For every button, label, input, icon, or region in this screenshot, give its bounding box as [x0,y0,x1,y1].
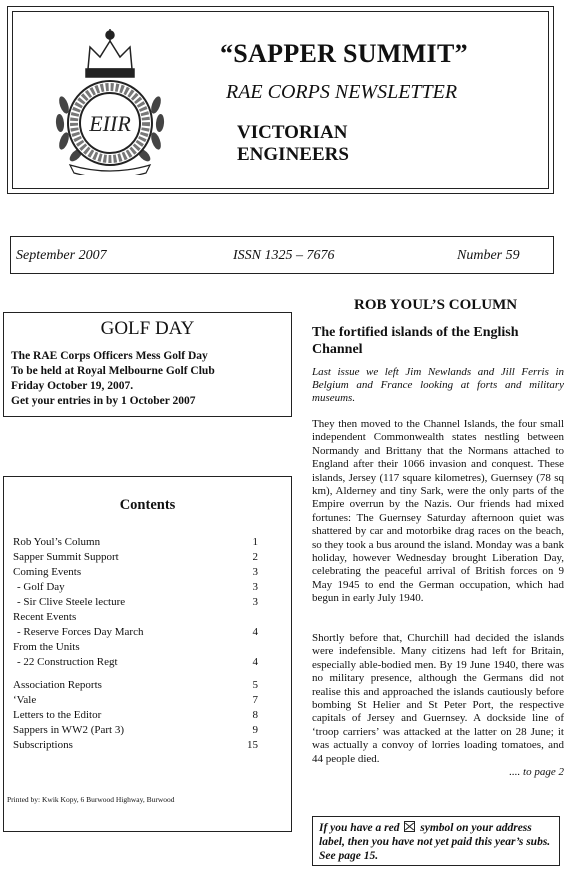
publisher-line-2: ENGINEERS [237,144,349,165]
table-of-contents [13,535,258,753]
column-heading: ROB YOUL’S COLUMN [354,297,518,313]
toc-page: 7 [252,694,258,706]
toc-page: 3 [252,566,258,578]
golf-day-heading: GOLF DAY [100,318,195,339]
publisher-line-1: VICTORIAN [237,122,348,143]
royal-engineers-crest-icon [50,25,170,175]
toc-page: 4 [252,626,258,638]
golf-line: Get your entries in by 1 October 2007 [11,395,196,407]
toc-item [13,693,258,708]
svg-text:EIIR: EIIR [89,111,131,136]
crossed-box-icon [404,821,415,832]
toc-item [13,640,258,655]
toc-label: - Reserve Forces Day March [17,626,144,638]
issue-number: Number 59 [457,248,520,263]
golf-line: The RAE Corps Officers Mess Golf Day [11,350,208,362]
issue-bar [10,236,554,274]
toc-label: ‘Vale [13,694,37,706]
toc-page: 2 [252,551,258,563]
toc-page: 9 [252,724,258,736]
article-paragraph-1: They then moved to the Channel Islands, the four small independent Commonwealth states nestling between Normandy and Brittany that the Normans attached to England after their 1066 invasion and conquest. These islands, Jersey (117 square kilometres), Guernsey (78 sq km), Alderney and tiny Sark, were the only parts of the Empire overrun by the Nazis. Our friends had mixed fortunes: The Guernsey Saturday afternoon quiet was shattered by car and motorbike drag races on the beach, so they took a bus around the island. Monday was a bank holiday, however Wednesday brought Liberation Day, celebrating the peaceful arrival of British forces on 9 May 1945 to end the German occupation, which had begun in early July 1940. [312,418,564,605]
continued-link[interactable]: .... to page 2 [509,766,564,779]
toc-label: Sappers in WW2 (Part 3) [13,724,124,736]
golf-day-box [3,312,292,417]
toc-label: Letters to the Editor [13,709,102,721]
toc-label: Coming Events [13,566,82,578]
toc-label: From the Units [13,641,80,653]
printer-credit: Printed by: Kwik Kopy, 6 Burwood Highway, Burwood [7,795,175,804]
toc-item [13,550,258,565]
toc-label: Subscriptions [13,739,73,751]
issn: ISSN 1325 – 7676 [233,248,335,263]
toc-label: Sapper Summit Support [13,551,119,563]
toc-label: - 22 Construction Regt [17,656,118,668]
toc-item [13,565,258,580]
toc-label: Recent Events [13,611,77,623]
article-paragraph-2 [312,632,564,779]
toc-page: 8 [252,709,258,721]
toc-label: Association Reports [13,679,102,691]
publisher-name [237,122,349,166]
toc-label: - Golf Day [17,581,65,593]
toc-item [13,610,258,625]
golf-line: Friday October 19, 2007. [11,380,134,392]
contents-box [3,476,292,832]
golf-day-text [11,349,215,409]
toc-item [13,708,258,723]
notice-text-start: If you have a red [319,822,400,834]
newsletter-title: “SAPPER SUMMIT” [220,39,468,68]
article-paragraph-2-text: Shortly before that, Churchill had decided the islands were indefensible. Many citizens had left for Britain, especially able-bodied men. By 19 June 1940, there was no military presence, although the Germans did not realise this and approached the islands cautiously before bombing St Helier and St Peter Port, the respective capitals of Jersey and Guernsey. A dockside line of ‘troop carriers’ was attacked at the latter on 28 June; it was actually a convoy of lorries loading tomatoes, and 44 people died. [312,632,564,765]
toc-label: - Sir Clive Steele lecture [17,596,126,608]
golf-line: To be held at Royal Melbourne Golf Club [11,365,215,377]
toc-item [13,595,258,610]
subscription-notice [312,816,560,866]
article-lead: Last issue we left Jim Newlands and Jill Ferris in Belgium and France looking at forts and military museums. [312,366,564,404]
toc-item [13,678,258,693]
toc-page: 4 [252,656,258,668]
newsletter-subtitle: RAE CORPS NEWSLETTER [226,81,458,103]
article-subheading: The fortified islands of the English Channel [312,325,519,357]
toc-item [13,625,258,640]
toc-label: Rob Youl’s Column [13,536,101,548]
toc-item [13,580,258,595]
toc-item [13,738,258,753]
contents-heading: Contents [119,497,176,513]
toc-item [13,655,258,670]
toc-page: 1 [252,536,258,548]
toc-item [13,535,258,550]
issue-date: September 2007 [16,248,107,263]
masthead [7,6,554,194]
toc-page: 5 [252,679,258,691]
notice-text-end: symbol on your address label, then you have not yet paid this year’s subs. See page 15. [319,822,551,862]
toc-page: 3 [252,596,258,608]
toc-page: 3 [252,581,258,593]
toc-item [13,723,258,738]
toc-page: 15 [247,739,258,751]
